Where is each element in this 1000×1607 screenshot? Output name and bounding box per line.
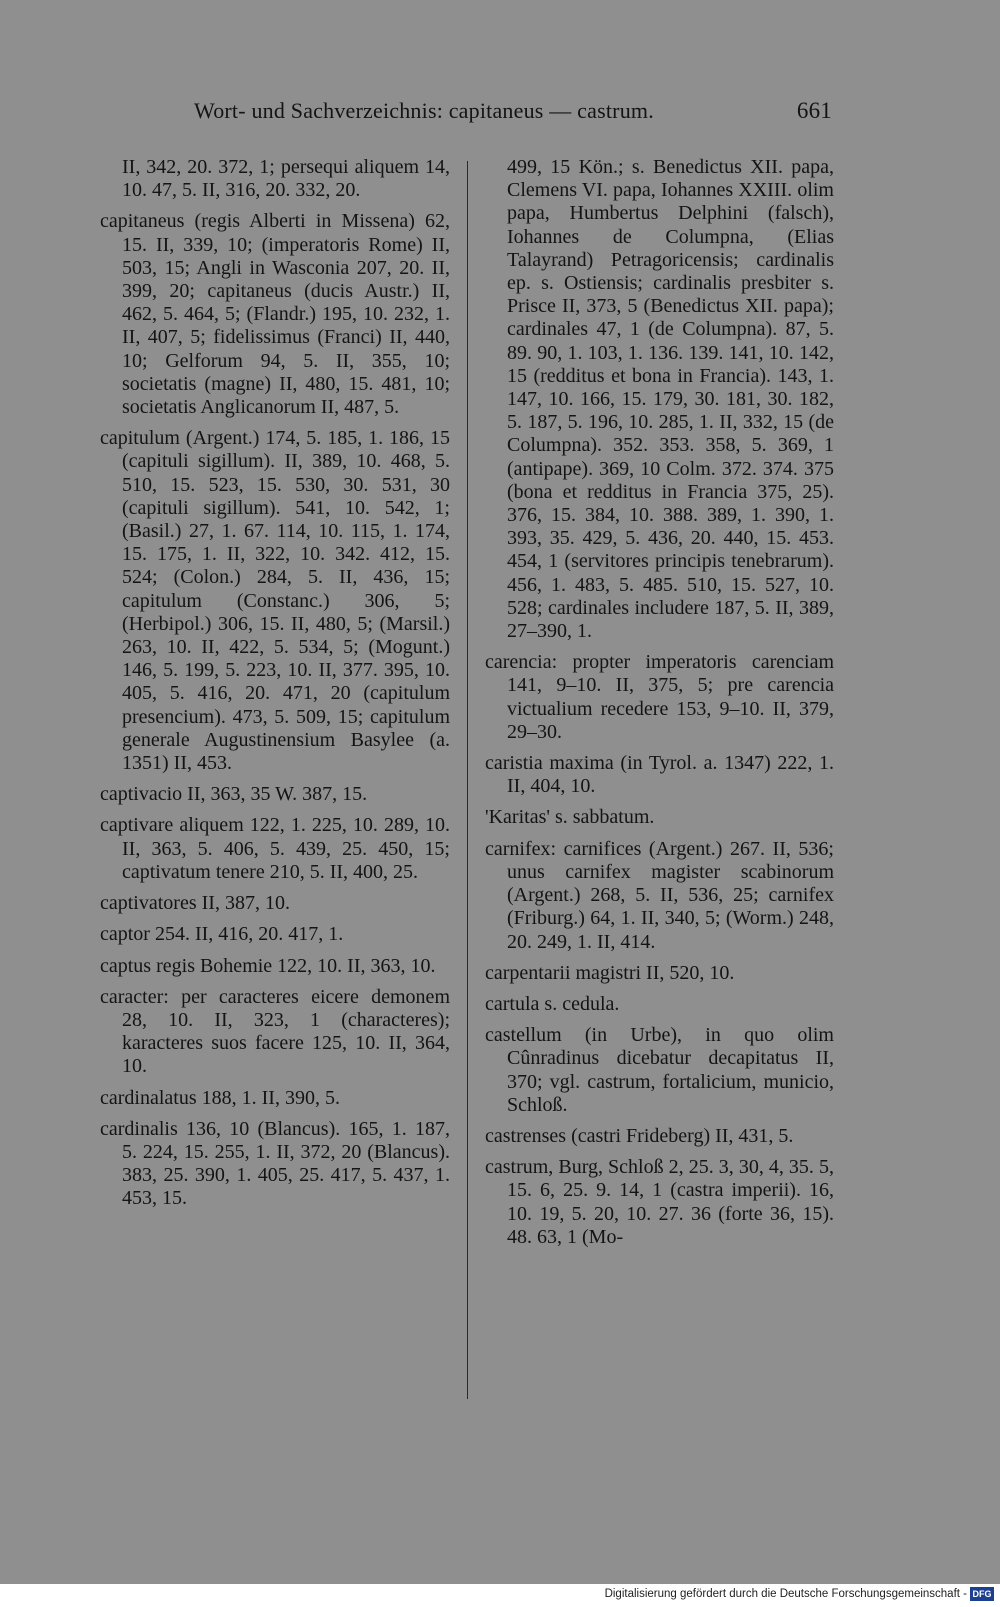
index-entry: carnifex: carnifices (Argent.) 267. II, 536; unus carnifex magister scabinorum (Argent.) 268, 5. II, 536, 25; carnifex (Friburg.) 64, 1. II, 340, 5; (Worm.) 248, 20. 249, 1. II, 414.: [485, 837, 834, 953]
index-entry: cardinalis 136, 10 (Blancus). 165, 1. 187, 5. 224, 15. 255, 1. II, 372, 20 (Blancus). 383, 25. 390, 1. 405, 25. 417, 5. 437, 1. 453, 15.: [100, 1117, 450, 1210]
running-head-title: Wort- und Sachverzeichnis: capitaneus — castrum.: [194, 98, 654, 123]
index-entry: castrenses (castri Frideberg) II, 431, 5.: [485, 1124, 794, 1147]
right-column: [485, 156, 834, 1257]
index-entry: castellum (in Urbe), in quo olim Cûnradinus dicebatur decapitatus II, 370; vgl. castrum, fortalicium, municio, Schloß.: [485, 1024, 834, 1116]
index-entry: captivacio II, 363, 35 W. 387, 15.: [100, 783, 368, 806]
dfg-logo: DFG: [970, 1587, 994, 1601]
index-entry: capitaneus (regis Alberti in Missena) 62, 15. II, 339, 10; (imperatoris Rome) II, 503, 15; Angli in Wasconia 207, 20. II, 399, 20; capitaneus (ducis Austr.) II, 462, 5. 464, 5; (Flandr.) 195, 10. 232, 1. II, 407, 5; fidelissimus (Franci) II, 440, 10; Gelforum 94, 5. II, 355, 10; societatis (magne) II, 480, 15. 481, 10; societatis Anglicanorum II, 487, 5.: [100, 210, 450, 419]
index-entry: captivatores II, 387, 10.: [100, 892, 290, 915]
index-entry: castrum, Burg, Schloß 2, 25. 3, 30, 4, 35. 5, 15. 6, 25. 9. 14, 1 (castra imperii). 16, 10. 19, 5. 20, 10. 27. 36 (forte 36, 15). 48. 63, 1 (Mo-: [485, 1156, 834, 1248]
index-entry: capitulum (Argent.) 174, 5. 185, 1. 186, 15 (capituli sigillum). II, 389, 10. 468, 5. 510, 15. 523, 15. 530, 30. 531, 30 (capituli sigillum). 541, 10. 542, 1; (Basil.) 27, 1. 67. 114, 10. 115, 1. 174, 15. 175, 1. II, 322, 10. 342. 412, 15. 524; (Colon.) 284, 5. II, 436, 15; capitulum (Constanc.) 306, 5; (Herbipol.) 306, 15. II, 480, 5; (Marsil.) 263, 10. II, 422, 5. 534, 5; (Mogunt.) 146, 5. 199, 5. 223, 10. II, 377. 395, 10. 405, 5. 416, 20. 471, 20 (capitulum presencium). 473, 5. 509, 15; capitulum generale Augustinensium Basylee (a. 1351) II, 453.: [100, 427, 450, 775]
index-entry: captus regis Bohemie 122, 10. II, 363, 10.: [100, 954, 436, 977]
running-head: [194, 98, 832, 132]
index-entry: captivare aliquem 122, 1. 225, 10. 289, 10. II, 363, 5. 406, 5. 439, 25. 450, 15; captivatum tenere 210, 5. II, 400, 25.: [100, 814, 450, 883]
index-entry: II, 342, 20. 372, 1; persequi aliquem 14, 10. 47, 5. II, 316, 20. 332, 20.: [122, 156, 450, 202]
column-divider: [467, 161, 468, 1399]
index-entry: 499, 15 Kön.; s. Benedictus XII. papa, Clemens VI. papa, Iohannes XXIII. olim papa, Humbertus Delphini (falsch), Iohannes de Columpna, (Elias Talayrand) Petragoricensis; cardinalis ep. s. Ostiensis; cardinalis presbiter s. Prisce II, 373, 5 (Benedictus XII. papa); cardinales 47, 1 (de Columpna). 87, 5. 89. 90, 1. 103, 1. 136. 139. 141, 10. 142, 15 (redditus et bona in Francia). 143, 1. 147, 10. 166, 15. 179, 30. 181, 30. 182, 5. 187, 5. 196, 10. 285, 1. II, 332, 15 (de Columpna). 352. 353. 358, 5. 369, 1 (antipape). 369, 10 Colm. 372. 374. 375 (bona et redditus in Francia 375, 25). 376, 15. 384, 10. 388. 389, 1. 390, 1. 393, 35. 429, 5. 436, 20. 440, 15. 453. 454, 1 (servitores principis tenebrarum). 456, 1. 483, 5. 485. 510, 15. 527, 10. 528; cardinales includere 187, 5. II, 389, 27–390, 1.: [507, 156, 834, 643]
index-entry: cartula s. cedula.: [485, 992, 620, 1015]
index-entry: carencia: propter imperatoris carenciam 141, 9–10. II, 375, 5; pre carencia victualium recedere 153, 9–10. II, 379, 29–30.: [485, 651, 834, 743]
page-number: 661: [796, 98, 832, 123]
index-entry: cardinalatus 188, 1. II, 390, 5.: [100, 1086, 340, 1109]
funding-credit: Digitalisierung gefördert durch die Deutsche Forschungsgemeinschaft -: [604, 1588, 967, 1600]
index-entry: captor 254. II, 416, 20. 417, 1.: [100, 923, 344, 946]
index-entry: 'Karitas' s. sabbatum.: [485, 806, 655, 829]
index-entry: caristia maxima (in Tyrol. a. 1347) 222, 1. II, 404, 10.: [485, 752, 834, 798]
index-entry: carpentarii magistri II, 520, 10.: [485, 961, 735, 984]
footer-bar: [0, 1584, 1000, 1607]
left-column: [100, 156, 450, 1219]
index-entry: caracter: per caracteres eicere demonem 28, 10. II, 323, 1 (characteres); karacteres suos facere 125, 10. II, 364, 10.: [100, 985, 450, 1078]
